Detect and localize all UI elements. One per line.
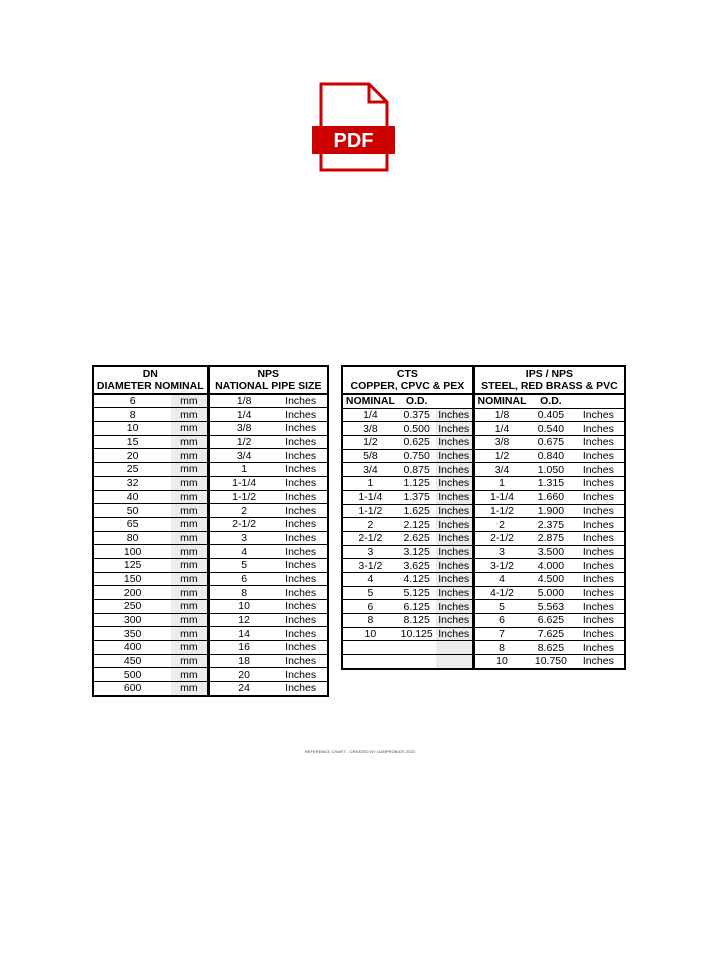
ips-nominal: 3/4 xyxy=(473,463,529,477)
cts-nominal-header: NOMINAL xyxy=(342,394,398,409)
ips-unit: Inches xyxy=(573,518,625,532)
nps-unit: Inches xyxy=(274,490,328,504)
pdf-file-icon xyxy=(312,82,398,174)
cts-nominal: 1/2 xyxy=(342,436,398,450)
nps-value: 24 xyxy=(214,682,274,696)
cts-od: 5.125 xyxy=(398,586,436,600)
nps-value: 12 xyxy=(214,613,274,627)
cts-unit: Inches xyxy=(436,600,474,614)
ips-unit: Inches xyxy=(573,531,625,545)
ips-od: 5.563 xyxy=(529,600,573,614)
ips-nominal: 3/8 xyxy=(473,436,529,450)
cts-nominal: 10 xyxy=(342,627,398,641)
table-row xyxy=(342,586,625,600)
dn-value: 65 xyxy=(93,517,171,531)
cts-unit xyxy=(436,641,474,655)
nps-subtitle: NATIONAL PIPE SIZE xyxy=(208,380,328,394)
ips-od: 0.675 xyxy=(529,436,573,450)
cts-od: 0.750 xyxy=(398,449,436,463)
cts-nominal: 6 xyxy=(342,600,398,614)
ips-subtitle: STEEL, RED BRASS & PVC xyxy=(473,380,625,394)
cts-nominal: 3-1/2 xyxy=(342,559,398,573)
nps-value: 18 xyxy=(214,654,274,668)
nps-unit: Inches xyxy=(274,545,328,559)
table-row xyxy=(342,627,625,641)
table-row xyxy=(342,422,625,436)
ips-nominal: 3 xyxy=(473,545,529,559)
ips-od: 10.750 xyxy=(529,655,573,669)
cts-od: 0.375 xyxy=(398,408,436,422)
ips-nominal: 1-1/4 xyxy=(473,490,529,504)
nps-unit: Inches xyxy=(274,682,328,696)
nps-value: 4 xyxy=(214,545,274,559)
cts-nominal: 5 xyxy=(342,586,398,600)
ips-unit: Inches xyxy=(573,627,625,641)
dn-unit: mm xyxy=(171,613,208,627)
cts-unit: Inches xyxy=(436,559,474,573)
table-row xyxy=(342,463,625,477)
table-row xyxy=(342,504,625,518)
dn-unit: mm xyxy=(171,545,208,559)
ips-nominal: 6 xyxy=(473,614,529,628)
dn-value: 150 xyxy=(93,572,171,586)
cts-od: 6.125 xyxy=(398,600,436,614)
cts-title: CTS xyxy=(396,367,418,380)
cts-unit: Inches xyxy=(436,449,474,463)
table-row xyxy=(93,545,328,559)
cts-nominal: 2 xyxy=(342,518,398,532)
cts-unit: Inches xyxy=(436,586,474,600)
dn-value: 300 xyxy=(93,613,171,627)
cts-od: 1.125 xyxy=(398,477,436,491)
ips-nominal: 7 xyxy=(473,627,529,641)
table-row xyxy=(93,668,328,682)
cts-nominal xyxy=(342,655,398,669)
nps-unit: Inches xyxy=(274,600,328,614)
dn-unit: mm xyxy=(171,463,208,477)
nps-unit: Inches xyxy=(274,613,328,627)
dn-value: 600 xyxy=(93,682,171,696)
table-row xyxy=(342,641,625,655)
dn-unit: mm xyxy=(171,422,208,436)
table-row xyxy=(93,613,328,627)
dn-value: 15 xyxy=(93,435,171,449)
ips-od: 0.540 xyxy=(529,422,573,436)
cts-od: 4.125 xyxy=(398,572,436,586)
nps-unit: Inches xyxy=(274,654,328,668)
table-row xyxy=(93,435,328,449)
dn-value: 100 xyxy=(93,545,171,559)
table-row xyxy=(93,641,328,655)
cts-unit: Inches xyxy=(436,572,474,586)
ips-od: 1.315 xyxy=(529,477,573,491)
ips-unit: Inches xyxy=(573,600,625,614)
cts-unit: Inches xyxy=(436,504,474,518)
table-row xyxy=(342,531,625,545)
table-row xyxy=(342,408,625,422)
table-row xyxy=(342,436,625,450)
table-row xyxy=(342,614,625,628)
cts-od xyxy=(398,641,436,655)
dn-unit: mm xyxy=(171,435,208,449)
cts-nominal: 3/4 xyxy=(342,463,398,477)
dn-unit: mm xyxy=(171,668,208,682)
ips-od: 5.000 xyxy=(529,586,573,600)
nps-value: 1/2 xyxy=(214,435,274,449)
ips-unit: Inches xyxy=(573,477,625,491)
cts-ips-table xyxy=(341,365,626,670)
nps-value: 5 xyxy=(214,558,274,572)
nps-unit: Inches xyxy=(274,641,328,655)
ips-nominal: 1-1/2 xyxy=(473,504,529,518)
table-row xyxy=(93,394,328,408)
ips-od: 6.625 xyxy=(529,614,573,628)
ips-unit: Inches xyxy=(573,463,625,477)
dn-unit: mm xyxy=(171,490,208,504)
nps-value: 2 xyxy=(214,504,274,518)
table-row xyxy=(93,600,328,614)
cts-od: 0.500 xyxy=(398,422,436,436)
ips-unit: Inches xyxy=(573,572,625,586)
table-row xyxy=(93,422,328,436)
cts-od: 8.125 xyxy=(398,614,436,628)
dn-unit: mm xyxy=(171,572,208,586)
ips-od: 1.900 xyxy=(529,504,573,518)
nps-unit: Inches xyxy=(274,517,328,531)
ips-unit: Inches xyxy=(573,559,625,573)
ips-unit: Inches xyxy=(573,641,625,655)
dn-unit: mm xyxy=(171,600,208,614)
ips-title: IPS / NPS xyxy=(473,366,625,380)
dn-value: 80 xyxy=(93,531,171,545)
nps-unit: Inches xyxy=(274,449,328,463)
table-row xyxy=(93,558,328,572)
cts-nominal: 3/8 xyxy=(342,422,398,436)
nps-unit: Inches xyxy=(274,435,328,449)
ips-nominal: 1/8 xyxy=(473,408,529,422)
nps-value: 1 xyxy=(214,463,274,477)
nps-value: 8 xyxy=(214,586,274,600)
ips-unit: Inches xyxy=(573,449,625,463)
cts-od: 0.875 xyxy=(398,463,436,477)
dn-unit: mm xyxy=(171,408,208,422)
ips-nominal: 4-1/2 xyxy=(473,586,529,600)
cts-nominal: 5/8 xyxy=(342,449,398,463)
cts-od: 0.625 xyxy=(398,436,436,450)
cts-unit: Inches xyxy=(436,518,474,532)
ips-od: 4.000 xyxy=(529,559,573,573)
nps-value: 1/4 xyxy=(214,408,274,422)
cts-od-header: O.D. xyxy=(398,394,436,409)
cts-nominal: 8 xyxy=(342,614,398,628)
dn-value: 125 xyxy=(93,558,171,572)
ips-unit: Inches xyxy=(573,586,625,600)
nps-unit: Inches xyxy=(274,627,328,641)
dn-unit: mm xyxy=(171,586,208,600)
nps-value: 1-1/4 xyxy=(214,476,274,490)
dn-value: 25 xyxy=(93,463,171,477)
ips-od: 4.500 xyxy=(529,572,573,586)
nps-unit: Inches xyxy=(274,668,328,682)
cts-nominal: 1 xyxy=(342,477,398,491)
ips-unit: Inches xyxy=(573,408,625,422)
ips-unit: Inches xyxy=(573,422,625,436)
dn-value: 32 xyxy=(93,476,171,490)
nps-value: 3/8 xyxy=(214,422,274,436)
cts-nominal: 3 xyxy=(342,545,398,559)
dn-unit: mm xyxy=(171,517,208,531)
ips-nominal: 2-1/2 xyxy=(473,531,529,545)
nps-unit: Inches xyxy=(274,476,328,490)
table-row xyxy=(93,463,328,477)
cts-od xyxy=(398,655,436,669)
cts-unit: Inches xyxy=(436,627,474,641)
nps-value: 3 xyxy=(214,531,274,545)
cts-nominal: 2-1/2 xyxy=(342,531,398,545)
nps-unit: Inches xyxy=(274,558,328,572)
dn-unit: mm xyxy=(171,394,208,408)
cts-unit: Inches xyxy=(436,531,474,545)
table-row xyxy=(93,408,328,422)
dn-value: 50 xyxy=(93,504,171,518)
table-row xyxy=(93,449,328,463)
ips-unit: Inches xyxy=(573,490,625,504)
ips-nominal: 4 xyxy=(473,572,529,586)
ips-nominal: 5 xyxy=(473,600,529,614)
cts-nominal: 1-1/4 xyxy=(342,490,398,504)
nps-value: 2-1/2 xyxy=(214,517,274,531)
table-row xyxy=(342,600,625,614)
table-row xyxy=(342,449,625,463)
dn-unit: mm xyxy=(171,654,208,668)
cts-unit: Inches xyxy=(436,490,474,504)
cts-nominal: 1/4 xyxy=(342,408,398,422)
nps-unit: Inches xyxy=(274,408,328,422)
table-row xyxy=(93,504,328,518)
ips-od: 8.625 xyxy=(529,641,573,655)
table-row xyxy=(93,517,328,531)
dn-value: 350 xyxy=(93,627,171,641)
ips-unit: Inches xyxy=(573,436,625,450)
cts-od: 3.625 xyxy=(398,559,436,573)
table-row xyxy=(342,490,625,504)
nps-value: 3/4 xyxy=(214,449,274,463)
table-row xyxy=(93,627,328,641)
cts-unit: Inches xyxy=(436,614,474,628)
nps-value: 16 xyxy=(214,641,274,655)
ips-od: 7.625 xyxy=(529,627,573,641)
ips-od-header: O.D. xyxy=(529,394,573,409)
nps-unit: Inches xyxy=(274,422,328,436)
table-row xyxy=(342,572,625,586)
nps-value: 10 xyxy=(214,600,274,614)
nps-unit: Inches xyxy=(274,463,328,477)
nps-value: 6 xyxy=(214,572,274,586)
cts-unit: Inches xyxy=(436,408,474,422)
cts-unit: Inches xyxy=(436,422,474,436)
ips-nominal-header: NOMINAL xyxy=(473,394,529,409)
dn-unit: mm xyxy=(171,449,208,463)
cts-unit: Inches xyxy=(436,463,474,477)
cts-nominal: 4 xyxy=(342,572,398,586)
cts-od: 3.125 xyxy=(398,545,436,559)
dn-unit: mm xyxy=(171,558,208,572)
dn-unit: mm xyxy=(171,504,208,518)
dn-value: 200 xyxy=(93,586,171,600)
ips-od: 2.375 xyxy=(529,518,573,532)
ips-od: 2.875 xyxy=(529,531,573,545)
dn-title: DN xyxy=(142,367,158,380)
cts-unit: Inches xyxy=(436,477,474,491)
dn-unit: mm xyxy=(171,531,208,545)
dn-unit: mm xyxy=(171,641,208,655)
ips-od: 0.840 xyxy=(529,449,573,463)
nps-unit: Inches xyxy=(274,572,328,586)
ips-od: 3.500 xyxy=(529,545,573,559)
cts-od: 1.375 xyxy=(398,490,436,504)
ips-od: 1.660 xyxy=(529,490,573,504)
cts-nominal xyxy=(342,641,398,655)
dn-value: 400 xyxy=(93,641,171,655)
table-row xyxy=(342,518,625,532)
nps-value: 20 xyxy=(214,668,274,682)
table-row xyxy=(93,476,328,490)
dn-value: 8 xyxy=(93,408,171,422)
nps-value: 1-1/2 xyxy=(214,490,274,504)
cts-unit xyxy=(436,655,474,669)
table-row xyxy=(342,559,625,573)
pdf-icon-label: PDF xyxy=(333,130,374,152)
dn-value: 40 xyxy=(93,490,171,504)
cts-od: 2.125 xyxy=(398,518,436,532)
table-row xyxy=(93,586,328,600)
dn-subtitle: DIAMETER NOMINAL xyxy=(93,380,208,394)
ips-nominal: 1/4 xyxy=(473,422,529,436)
ips-unit: Inches xyxy=(573,545,625,559)
table-row xyxy=(342,477,625,491)
dn-unit: mm xyxy=(171,627,208,641)
dn-value: 450 xyxy=(93,654,171,668)
dn-unit: mm xyxy=(171,682,208,696)
cts-unit: Inches xyxy=(436,436,474,450)
ips-od: 1.050 xyxy=(529,463,573,477)
dn-unit: mm xyxy=(171,476,208,490)
ips-nominal: 10 xyxy=(473,655,529,669)
dn-value: 500 xyxy=(93,668,171,682)
cts-od: 1.625 xyxy=(398,504,436,518)
ips-unit: Inches xyxy=(573,504,625,518)
nps-value: 14 xyxy=(214,627,274,641)
nps-unit: Inches xyxy=(274,504,328,518)
cts-subtitle: COPPER, CPVC & PEX xyxy=(342,380,473,394)
cts-od: 10.125 xyxy=(398,627,436,641)
dn-value: 10 xyxy=(93,422,171,436)
dn-nps-table xyxy=(92,365,329,697)
cts-unit: Inches xyxy=(436,545,474,559)
ips-nominal: 3-1/2 xyxy=(473,559,529,573)
ips-unit: Inches xyxy=(573,655,625,669)
nps-value: 1/8 xyxy=(214,394,274,408)
dn-value: 6 xyxy=(93,394,171,408)
table-row xyxy=(93,490,328,504)
nps-title: NPS xyxy=(208,366,328,380)
cts-od: 2.625 xyxy=(398,531,436,545)
dn-value: 20 xyxy=(93,449,171,463)
nps-unit: Inches xyxy=(274,531,328,545)
ips-nominal: 2 xyxy=(473,518,529,532)
footer-credit: REFERENCE CHART - CREATED BY GANPROBIOS 2022 xyxy=(304,749,416,754)
ips-unit: Inches xyxy=(573,614,625,628)
table-row xyxy=(93,572,328,586)
ips-od: 0.405 xyxy=(529,408,573,422)
nps-unit: Inches xyxy=(274,394,328,408)
nps-unit: Inches xyxy=(274,586,328,600)
table-row xyxy=(342,655,625,669)
table-row xyxy=(93,531,328,545)
ips-nominal: 8 xyxy=(473,641,529,655)
table-row xyxy=(93,682,328,696)
table-row xyxy=(342,545,625,559)
ips-nominal: 1/2 xyxy=(473,449,529,463)
dn-value: 250 xyxy=(93,600,171,614)
cts-nominal: 1-1/2 xyxy=(342,504,398,518)
ips-nominal: 1 xyxy=(473,477,529,491)
table-row xyxy=(93,654,328,668)
